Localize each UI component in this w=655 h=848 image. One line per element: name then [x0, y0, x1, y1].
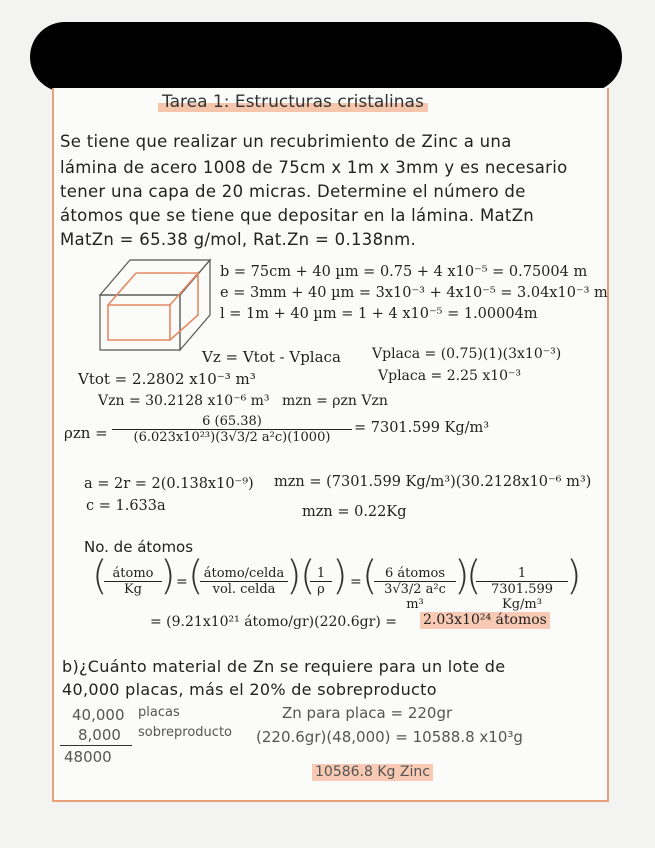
placas-count: 40,000 [72, 706, 125, 724]
close-paren-4: ) [454, 553, 470, 599]
open-paren-4: ( [362, 553, 378, 599]
factor-4-denominator: 7301.599 Kg/m³ [490, 582, 554, 612]
atoms-lhs-fraction [104, 566, 162, 597]
mzn-value: mzn = 0.22Kg [302, 504, 407, 520]
open-paren-5: ( [466, 553, 482, 599]
final-answer: 10586.8 Kg Zinc [312, 764, 433, 781]
problem-line-2: lámina de acero 1008 de 75cm x 1m x 3mm y es necesario [60, 158, 568, 177]
atoms-lhs-numerator: átomo [104, 566, 162, 582]
sobreproducto-count: 8,000 [78, 726, 121, 744]
problem-line-4: átomos que se tiene que depositar en la lámina. MatZn [60, 206, 535, 225]
vplaca-value: Vplaca = 2.25 x10⁻³ [378, 368, 522, 384]
factor-3-fraction [374, 566, 456, 612]
dim-b: b = 75cm + 40 µm = 0.75 + 4 x10⁻⁵ = 0.75004 m [220, 264, 588, 280]
redaction-bar [30, 22, 622, 92]
atoms-result-value: 2.03x10²⁴ átomos [420, 612, 550, 629]
vz-expression: Vz = Vtot - Vplaca [202, 348, 341, 366]
open-paren-1: ( [92, 553, 108, 599]
close-paren-3: ) [332, 553, 348, 599]
open-paren-2: ( [188, 553, 204, 599]
atoms-heading: No. de átomos [84, 538, 194, 556]
density-result: = 7301.599 Kg/m³ [354, 420, 490, 436]
factor-1-denominator: vol. celda [212, 582, 276, 597]
density-lhs: ρzn = [64, 424, 108, 442]
problem-line-5: MatZn = 65.38 g/mol, Rat.Zn = 0.138nm. [60, 230, 417, 249]
close-paren-5: ) [566, 553, 582, 599]
mzn-calculation: mzn = (7301.599 Kg/m³)(30.2128x10⁻⁶ m³) [274, 474, 592, 490]
equals-sign-1: = [176, 574, 188, 590]
vzn-value: Vzn = 30.2128 x10⁻⁶ m³ [98, 393, 270, 409]
close-paren-1: ) [160, 553, 176, 599]
lattice-c: c = 1.633a [86, 498, 166, 514]
close-paren-2: ) [286, 553, 302, 599]
part-b-question-line-2: 40,000 placas, más el 20% de sobreproducto [62, 680, 437, 699]
dim-l: l = 1m + 40 µm = 1 + 4 x10⁻⁵ = 1.00004m [220, 306, 538, 322]
sobreproducto-label: sobreproducto [138, 725, 232, 740]
lattice-a: a = 2r = 2(0.138x10⁻⁹) [84, 476, 254, 492]
atoms-result-expression: = (9.21x10²¹ átomo/gr)(220.6gr) = [150, 614, 397, 630]
density-denominator: (6.023x10²³)(3√3/2 a²c)(1000) [133, 430, 331, 445]
total-count: 48000 [64, 748, 112, 766]
factor-2-fraction [310, 566, 332, 597]
factor-1-fraction [200, 566, 288, 597]
zn-total-calculation: (220.6gr)(48,000) = 10588.8 x10³g [256, 728, 523, 746]
factor-2-numerator: 1 [310, 566, 332, 582]
factor-3-numerator: 6 átomos [374, 566, 456, 582]
placas-label: placas [138, 705, 180, 720]
factor-3-denominator: 3√3/2 a²c m³ [384, 582, 446, 612]
plate-sketch [90, 255, 215, 355]
problem-line-1: Se tiene que realizar un recubrimiento de Zinc a una [60, 132, 512, 151]
sum-rule [60, 745, 132, 746]
factor-1-numerator: átomo/celda [200, 566, 288, 582]
density-numerator: 6 (65.38) [112, 414, 352, 430]
dim-e: e = 3mm + 40 µm = 3x10⁻³ + 4x10⁻⁵ = 3.04x10⁻³ m [220, 285, 608, 301]
mzn-expression: mzn = ρzn Vzn [282, 393, 388, 409]
zn-per-plate: Zn para placa = 220gr [282, 704, 453, 722]
factor-4-fraction [476, 566, 568, 612]
atoms-lhs-denominator: Kg [123, 582, 143, 597]
factor-4-numerator: 1 [476, 566, 568, 582]
open-paren-3: ( [300, 553, 316, 599]
vtot-value: Vtot = 2.2802 x10⁻³ m³ [78, 370, 256, 388]
density-fraction [112, 414, 352, 445]
vplaca-expression: Vplaca = (0.75)(1)(3x10⁻³) [372, 346, 562, 362]
problem-line-3: tener una capa de 20 micras. Determine el número de [60, 182, 526, 201]
factor-2-denominator: ρ [317, 582, 325, 597]
page-title: Tarea 1: Estructuras cristalinas [158, 92, 428, 112]
equals-sign-2: = [350, 574, 362, 590]
part-b-question-line-1: b)¿Cuánto material de Zn se requiere para un lote de [62, 657, 506, 676]
